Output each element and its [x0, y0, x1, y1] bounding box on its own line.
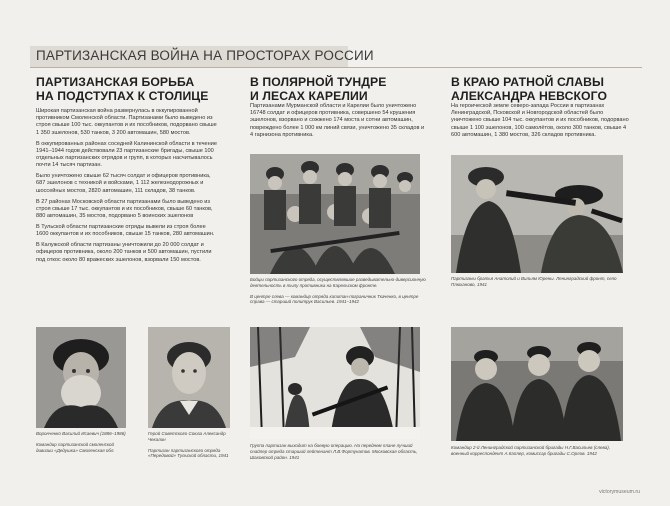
col1-paragraph: В Тульской области партизанские отряды вывели из строя более 1600 оккупантов и их пособников, свыше 15 танков, 280 автомашин. — [36, 224, 215, 238]
col3-heading-line2: АЛЕКСАНДРА НЕВСКОГО — [451, 89, 608, 103]
col3-body — [451, 103, 629, 143]
portrait-photo-chekalin — [148, 327, 230, 428]
col1-heading — [36, 75, 209, 103]
col3-paragraph: На героической земле северо-запада России в партизанах Ленинградской, Псковской и Новгородской областей было уничтожено свыше 104 тыс. оккупантов и их пособников, подорвано свыше 1 100 эшелонов, 100 самолётов, около 300 танков, свыше 4 600 автомашин, 1 380 мостов, 326 складов противника. — [451, 103, 629, 138]
col1-paragraph: В оккупированных районах соседней Калининской области в течение 1941–1944 годов действовали 23 партизанские бригады, свыше 100 отдельных партизанских отрядов и групп, в которых насчитывалось почти 14 тысяч партизан. — [36, 140, 217, 169]
col1-body — [36, 108, 219, 268]
col3-heading-line1: В КРАЮ РАТНОЙ СЛАВЫ — [451, 75, 605, 89]
group-illustration — [250, 154, 420, 274]
col2-heading-line1: В ПОЛЯРНОЙ ТУНДРЕ — [250, 75, 387, 89]
col1-paragraph: В 27 районах Московской области партизанами было выведено из строя свыше 17 тыс. оккупантов и их пособников, свыше 60 танков, 880 автомашин, 35 мостов, подорвано 5 воинских эшелонов — [36, 198, 213, 220]
col2-paragraph: Партизанами Мурманской области и Карелии было уничтожено 16748 солдат и офицеров противника, совершено 54 крушения эшелонов, взорвано и сожжено 174 моста и сотни автомашин, повреждено более 1 000 км линий связи, уничтожено 35 складов и 4 гарнизона противника. — [250, 103, 425, 138]
portrait-illustration — [36, 327, 126, 428]
yuren-photo-caption: Партизаны братья Анатолий и Вильям Юрены. Ленинградский фронт, село Плюханово, 1941 — [451, 276, 617, 287]
banner-title: ПАРТИЗАНСКАЯ ВОЙНА НА ПРОСТОРАХ РОССИИ — [36, 48, 374, 63]
partisan-group-photo-karelia — [250, 154, 420, 274]
karelia-caption-line1: Бойцы партизанского отряда, осуществлявшие разведывательно-диверсионную деятельность в тылу противника на Карельском фронте. — [250, 277, 426, 288]
portrait-caption-voronchenko — [36, 431, 126, 453]
portrait-photo-voronchenko — [36, 327, 126, 428]
col1-paragraph: Широкая партизанская война развернулась в оккупированной противником Смоленской области. Партизанами было выведено из строя свыше 100 тыс. оккупантов и их пособников, подорвано свыше 1 350 эшелонов, 530 танков, 3 200 автомашин, 580 мостов. — [36, 108, 217, 136]
col1-paragraph: Было уничтожено свыше 62 тысяч солдат и офицеров противника, 687 эшелонов с техникой и войсками, 1 112 железнодорожных и шоссейных мостов, 2820 автомашин, 111 складов, 38 танков. — [36, 173, 211, 194]
winter-photo-caption: Группа партизан выходит на боевую операцию. На переднем плане лучший снайпер отряда старший лейтенант Л.В.Фортунатов. Московская область, Шаховской район. 1941 — [250, 443, 418, 460]
col3-heading — [451, 75, 607, 103]
vasiliev-photo-caption: Командир 2-й Ленинградской партизанской бригады Н.Г.Васильев (слева), военный корреспондент А.Каплер, комиссар бригады С.Орлов. 1942 — [451, 445, 611, 456]
col2-body — [250, 103, 428, 143]
portrait-caption-name: Герой Советского Союза Александр Чекалин — [148, 431, 226, 442]
yuren-brothers-photo — [451, 155, 623, 273]
portrait-caption-desc: Партизан партизанского отряда «Передовой» Тульской области, 1941 — [148, 447, 229, 459]
portrait-illustration — [148, 327, 230, 428]
banner-rule — [30, 67, 642, 68]
portrait-caption-name: Воронченко Василий Исаевич (1886–1986) — [36, 431, 126, 436]
col1-paragraph: В Калужской области партизаны уничтожили до 20 000 солдат и офицеров противника, около 200 танков и 500 автомашин, пустили под откос около 80 вражеских эшелонов, взорвали 150 мостов. — [36, 242, 212, 263]
col2-heading-line2: И ЛЕСАХ КАРЕЛИИ — [250, 89, 368, 103]
karelia-caption-line2: В центре слева — командир отряда капитан-пограничник Ткаченко, в центре справа — старший политрук Васильев. 1941–1942 — [250, 293, 419, 305]
brigade-illustration — [451, 327, 623, 441]
portrait-caption-desc: Командир партизанской смоленской дивизии «Дедушка» Смоленская обл. — [36, 441, 115, 453]
brothers-illustration — [451, 155, 623, 273]
winter-operation-photo — [250, 327, 420, 439]
col1-heading-line2: НА ПОДСТУПАХ К СТОЛИЦЕ — [36, 89, 209, 103]
col1-heading-line1: ПАРТИЗАНСКАЯ БОРЬБА — [36, 75, 195, 89]
winter-illustration — [250, 327, 420, 439]
portrait-caption-chekalin — [148, 431, 232, 459]
col2-heading — [250, 75, 386, 103]
karelia-photo-caption — [250, 277, 428, 305]
vasiliev-brigade-photo — [451, 327, 623, 441]
site-footer: victorymuseum.ru — [599, 489, 640, 495]
